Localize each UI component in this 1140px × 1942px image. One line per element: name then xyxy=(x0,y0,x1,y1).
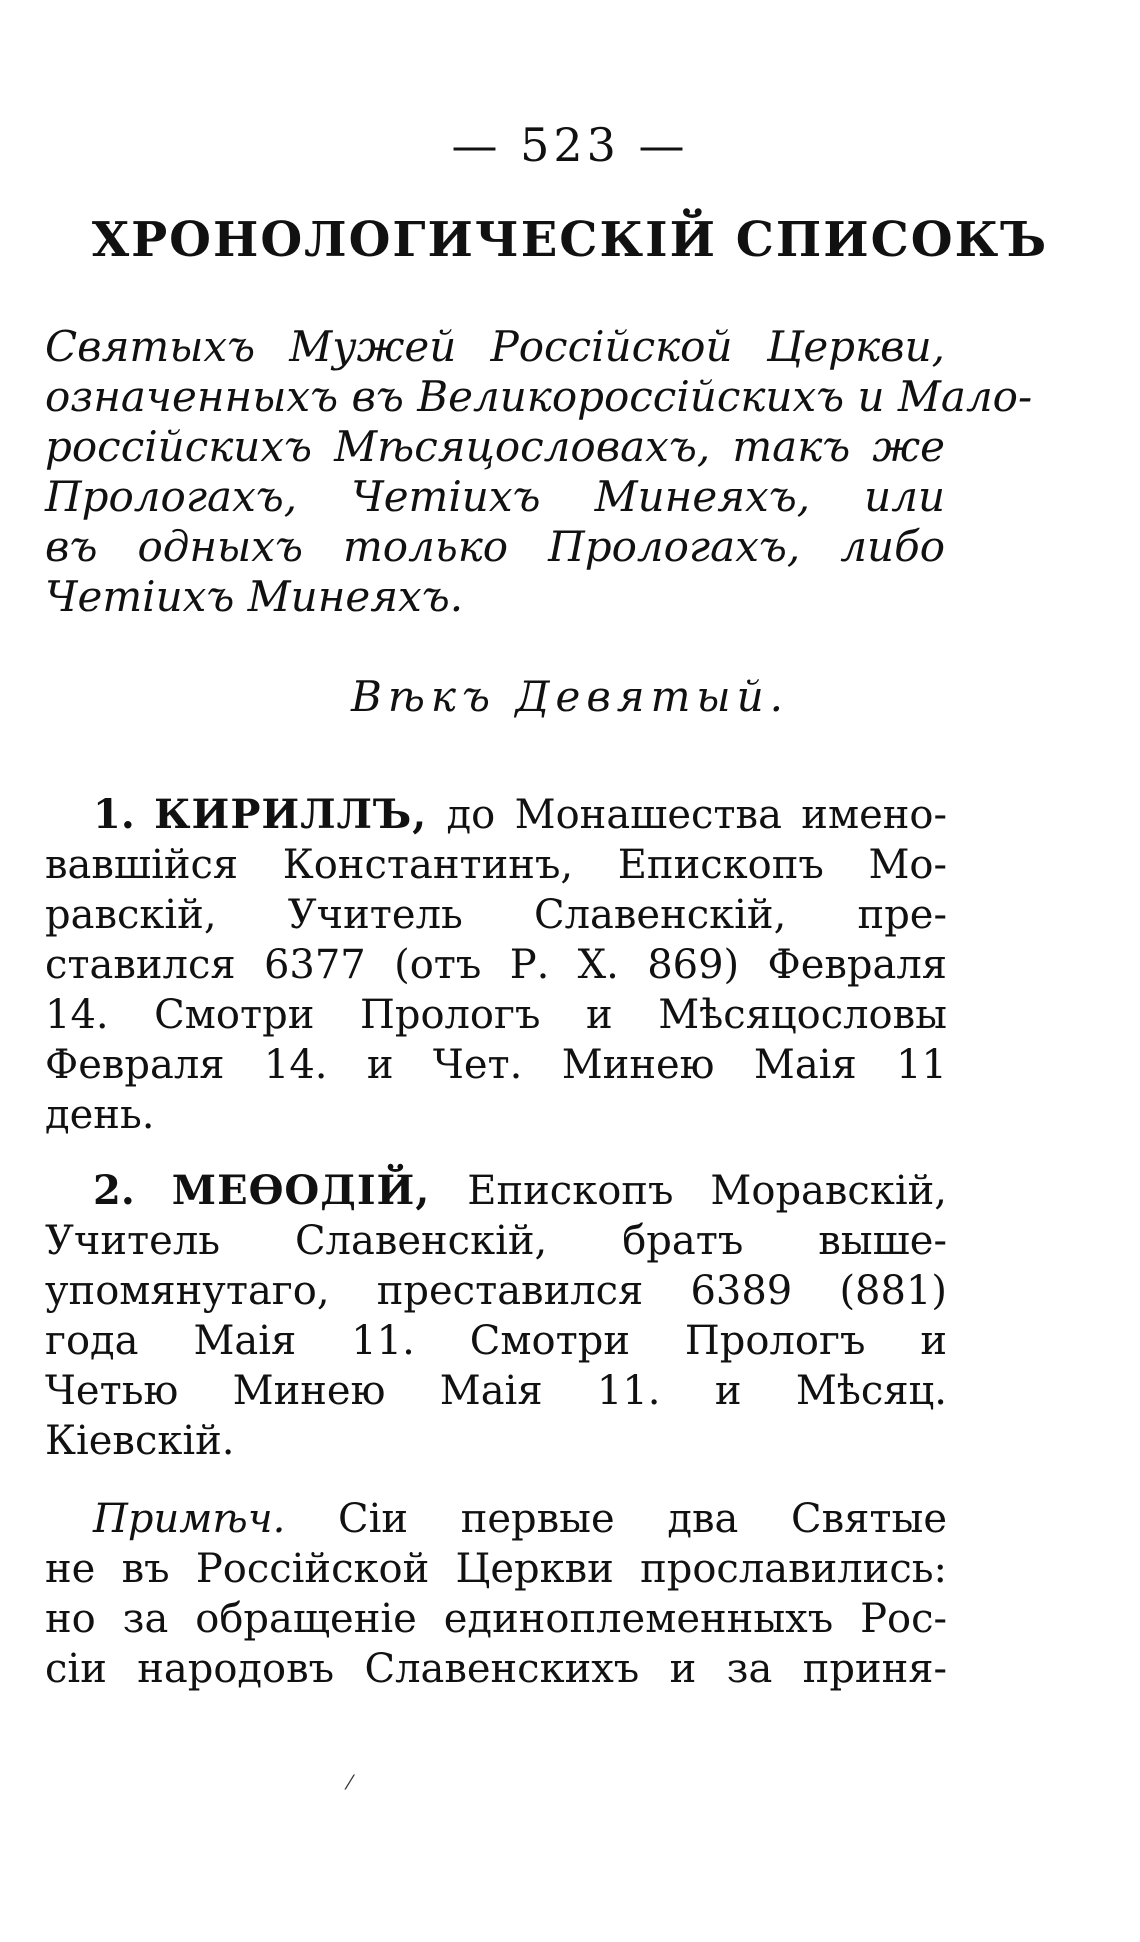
century-heading: Вѣкъ Девятый. xyxy=(350,672,790,721)
entry-line: Февраля 14. и Чет. Минею Маія 11 xyxy=(45,1042,947,1088)
note-label: Примѣч. xyxy=(93,1496,286,1542)
subtitle-line: означенныхъ въ Великороссійскихъ и Мало- xyxy=(45,372,1033,421)
note-line: не въ Россійской Церкви прославились: xyxy=(45,1546,947,1592)
subtitle-line: Четіихъ Минеяхъ. xyxy=(45,572,464,621)
note-first-line xyxy=(45,1494,947,1544)
note xyxy=(45,1494,947,1694)
entry-line: года Маія 11. Смотри Прологъ и xyxy=(45,1318,947,1364)
stray-mark: ⁄ xyxy=(348,1770,352,1794)
subtitle-line: въ одныхъ только Прологахъ, либо xyxy=(45,522,945,571)
entry-line: день. xyxy=(45,1092,155,1138)
entry-name: МЕѲОДІЙ, xyxy=(171,1167,431,1214)
note-line: сіи народовъ Славенскихъ и за приня- xyxy=(45,1646,947,1692)
page-number: — 523 — xyxy=(451,118,689,172)
entry-line: вавшійся Константинъ, Епископъ Мо- xyxy=(45,842,947,888)
subtitle-line: россійскихъ Мѣсяцословахъ, такъ же xyxy=(45,422,945,471)
entry-line: Четью Минею Маія 11. и Мѣсяц. xyxy=(45,1368,947,1414)
entry-number: 2. xyxy=(93,1167,135,1214)
entry-first-line xyxy=(45,1166,947,1216)
entry-kirill xyxy=(45,790,947,1140)
entry-text: до Монашества имено- xyxy=(446,792,948,838)
entry-line: 14. Смотри Прологъ и Мѣсяцословы xyxy=(45,992,947,1038)
subtitle-line: Святыхъ Мужей Россійской Церкви, xyxy=(45,322,945,371)
entry-methodius xyxy=(45,1166,947,1466)
entry-line: Кіевскій. xyxy=(45,1418,235,1464)
entry-first-line xyxy=(45,790,947,840)
note-text: Сіи первые два Святые xyxy=(337,1496,947,1542)
subtitle xyxy=(45,322,1033,622)
entry-name: КИРИЛЛЪ, xyxy=(154,791,428,838)
entry-number: 1. xyxy=(93,791,135,838)
subtitle-line: Прологахъ, Четіихъ Минеяхъ, или xyxy=(45,472,945,521)
entry-line: Учитель Славенскій, братъ выше- xyxy=(45,1218,947,1264)
entry-line: равскій, Учитель Славенскій, пре- xyxy=(45,892,947,938)
entry-text: Епископъ Моравскій, xyxy=(467,1168,947,1214)
entry-line: ставился 6377 (отъ Р. Х. 869) Февраля xyxy=(45,942,947,988)
note-line: но за обращеніе единоплеменныхъ Рос- xyxy=(45,1596,947,1642)
entry-line: упомянутаго, преставился 6389 (881) xyxy=(45,1268,947,1314)
page-title: ХРОНОЛОГИЧЕСКІЙ СПИСОКЪ xyxy=(91,212,1049,268)
